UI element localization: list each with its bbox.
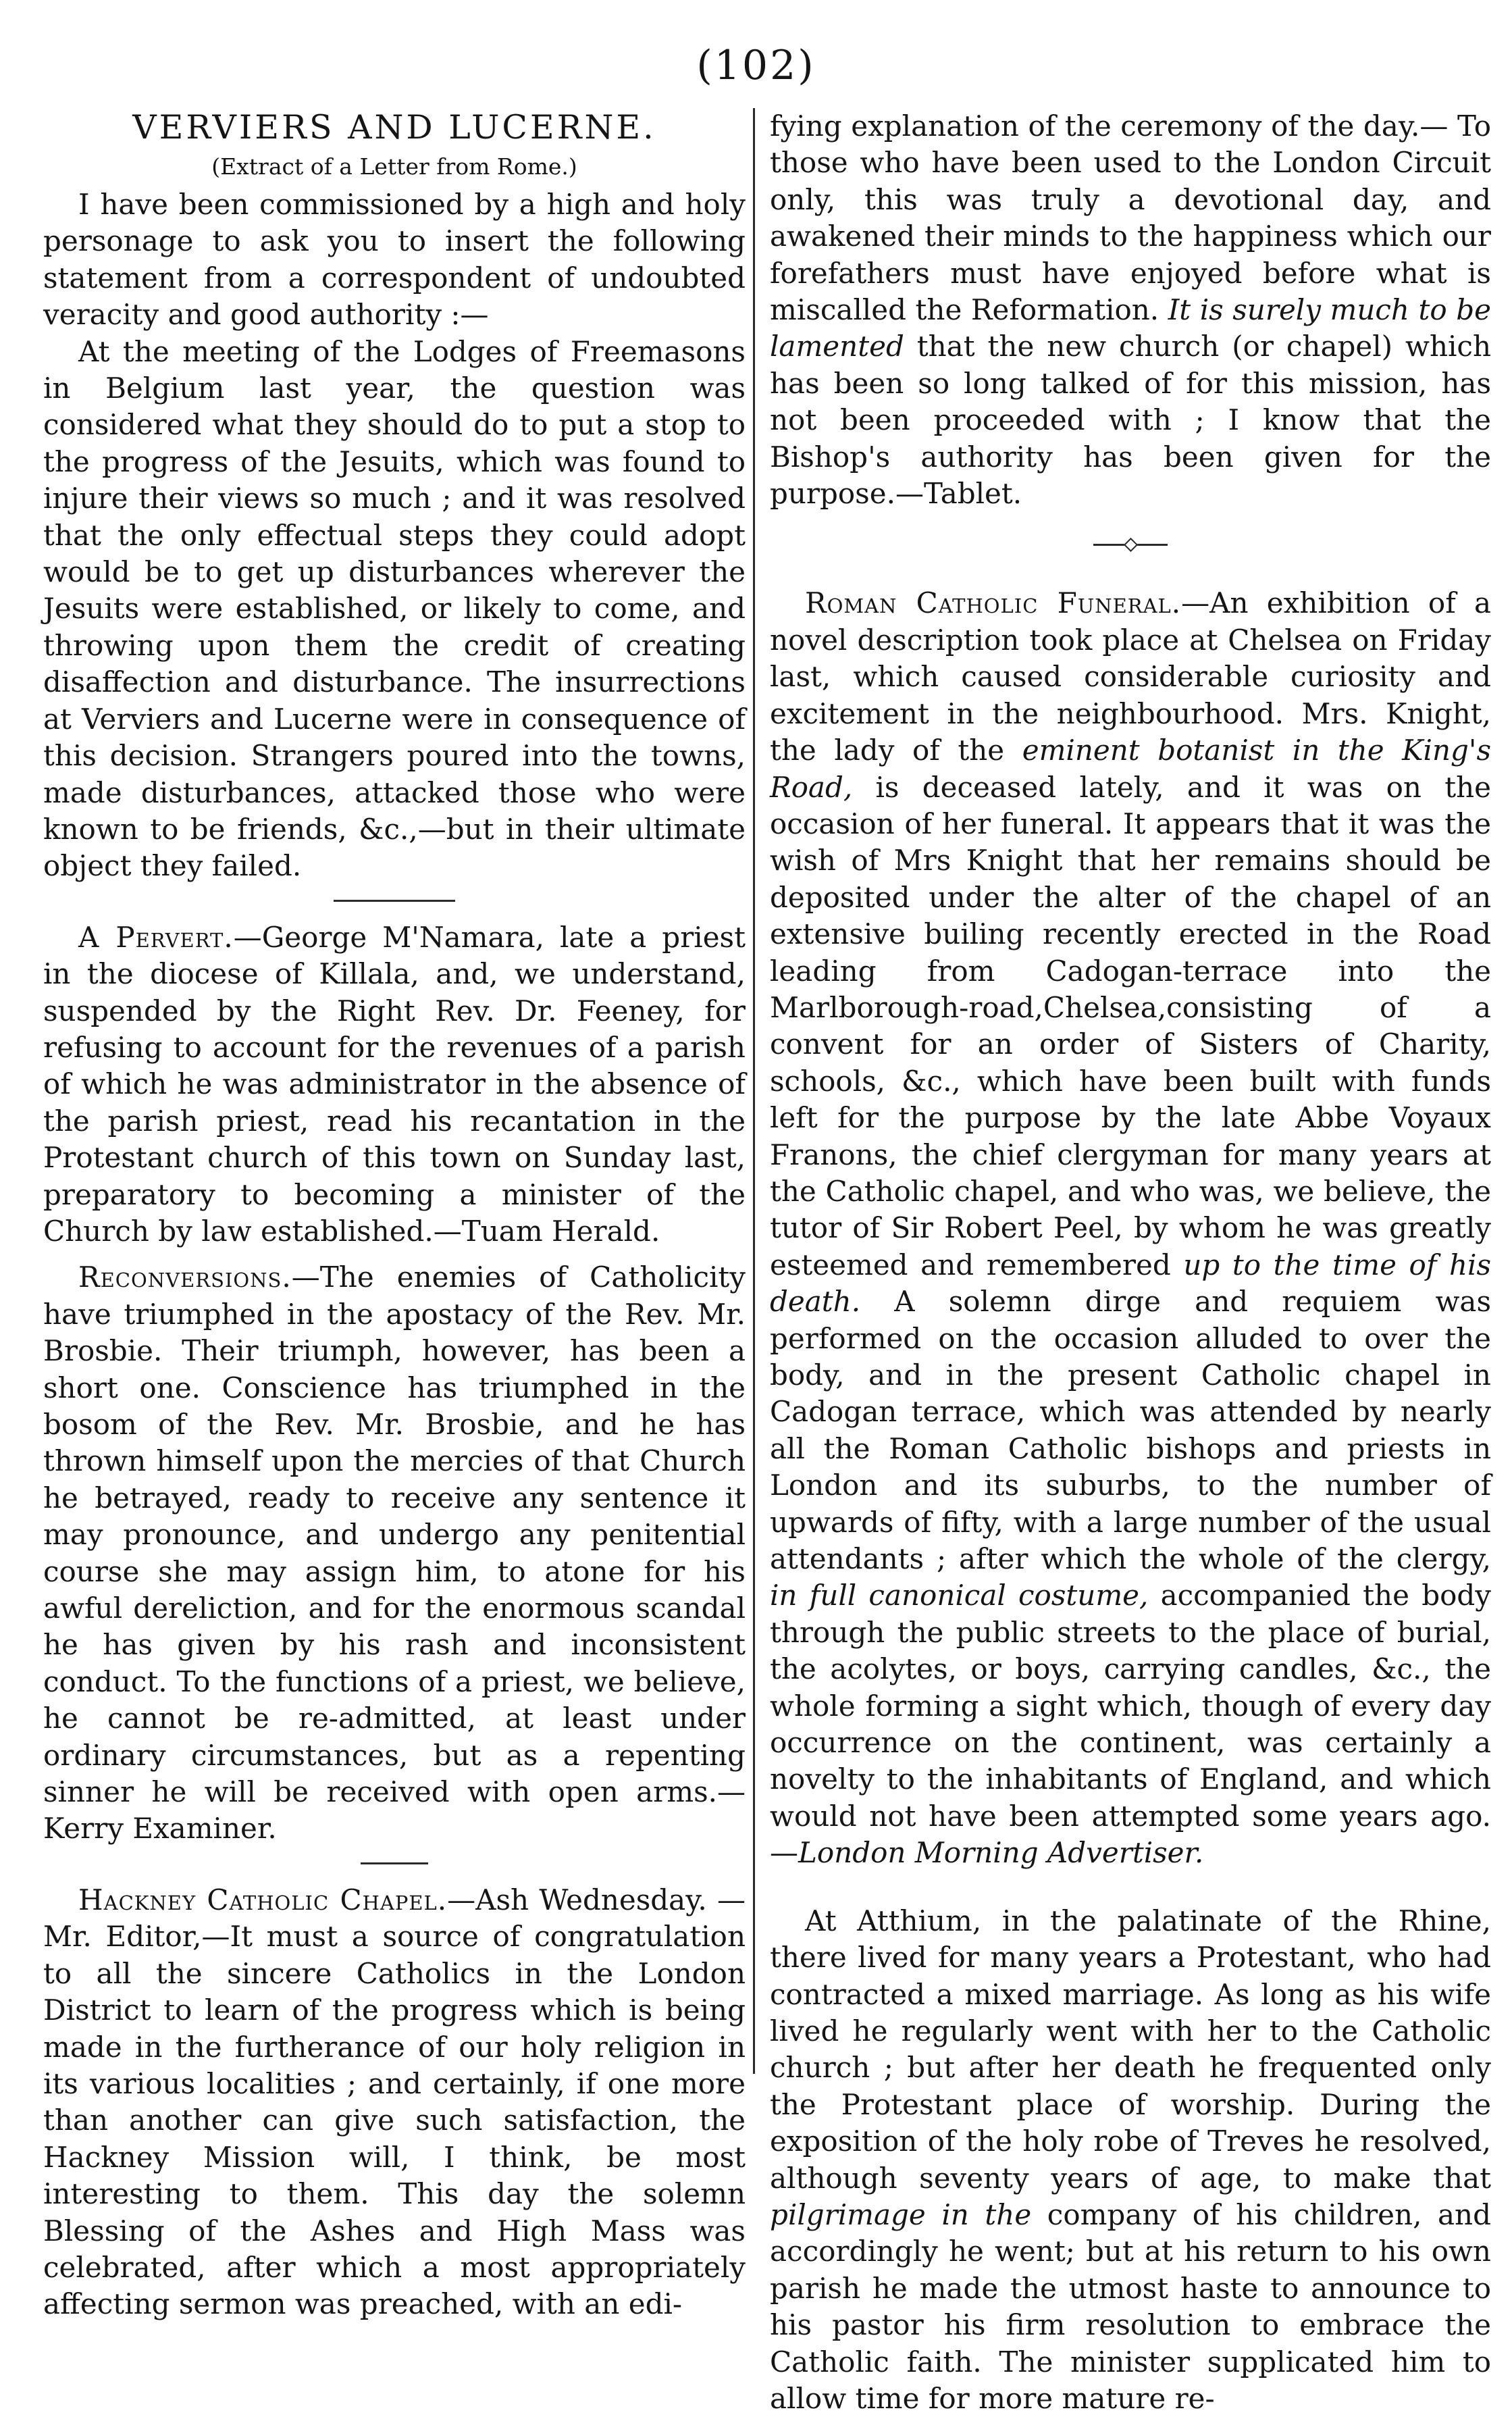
article-heading-funeral: Roman Catholic Funeral. [805,586,1182,620]
article-body: —Ash Wednesday. —Mr. Editor,—It must a source of congratulation to all the sincere Catholics in the London District to learn of the progress which is being made in the furtherance of our holy religion in its various localities ; and certainly, if one more than another can give such satisfaction, the Hackney Mission will, I think, be most interesting to them. This day the solemn Blessing of the Ashes and High Mass was celebrated, after which a most appropriately affecting sermon was preached, with an edi- [43,1883,746,2321]
article-title-verviers: VERVIERS AND LUCERNE. [132,108,656,147]
article-reconversions [43,1259,746,1848]
article-body: —George M'Namara, late a priest in the diocese of Killala, and, we understand, suspended by the Right Rev. Dr. Feeney, for refusing to account for the revenues of a parish of which he was administrator in the absence of the parish priest, read his recantation in the Protestant church of this town on Sunday last, preparatory to becoming a minister of the Church by law established.—Tuam Herald. [43,920,746,1248]
article-heading-hackney: Hackney Catholic Chapel. [78,1883,448,1916]
article-emphasis: up to the time of his death. [770,1248,1491,1319]
article-hackney-continued [770,108,1491,512]
article-funeral [770,585,1491,1871]
article-body: —An exhibition of a novel description took place at Chelsea on Friday last, which caused considerable curiosity and excitement in the neighbourhood. Mrs. Knight, the lady of the [770,586,1491,767]
article-body: accompanied the body through the public streets to the place of burial, the acolytes, or boys, carrying candles, &c., the whole forming a sight which, though of every day occurrence on the continent, was certainly a novelty to the inhabitants of England, and which would not have been attempted some years ago.— [770,1579,1491,1870]
article-body: company of his children, and accordingly he went; but at his return to his own parish he made the utmost haste to announce to his pastor his firm resolution to embrace the Catholic faith. The minister supplicated him to allow time for more mature re- [770,2197,1491,2415]
article-heading-reconversions: Reconversions. [78,1261,292,1294]
article-body: A solemn dirge and requiem was performed on the occasion alluded to over the body, and in the present Catholic chapel in Cadogan terrace, which was attended by nearly all the Roman Catholic bishops and priests in London and its suburbs, to the number of upwards of fifty, with a large number of the usual attendants ; after which the whole of the clergy, [770,1285,1491,1576]
article-dateline: (Extract of a Letter from Rome.) [211,153,577,180]
article-pervert [43,919,746,1250]
article-paragraph: I have been commissioned by a high and holy personage to ask you to insert the following statement from a correspondent of undoubted veracity and good authority :— [43,188,746,332]
article-atthium [770,1903,1491,2417]
section-rule [361,1862,428,1864]
article-body: fying explanation of the ceremony of the day.— To those who have been used to the London Circuit only, this was truly a devotional day, and awakened their minds to the happiness which our forefathers must have enjoyed before what is miscalled the Reformation. [770,109,1491,327]
article-emphasis: eminent botanist in the King's Road, [770,734,1492,804]
article-source: London Morning Advertiser. [798,1836,1204,1870]
ornament-divider [1093,538,1168,551]
page-number: (102) [696,42,816,89]
article-emphasis: pilgrimage in the [770,2197,1032,2231]
article-emphasis: in full canonical costume, [770,1579,1149,1612]
left-column [43,108,746,2323]
article-body: —The enemies of Catholicity have triumphed in the apostacy of the Rev. Mr. Brosbie. Their triumph, however, has been a short one. Conscience has triumphed in the bosom of the Rev. Mr. Brosbie, and he has thrown himself upon the mercies of that Church he betrayed, ready to receive any sentence it may pronounce, and undergo any penitential course she may assign him, to atone for his awful dereliction, and for the enormous scandal he has given by his rash and inconsistent conduct. To the functions of a priest, we believe, he cannot be re-admitted, at least under ordinary circumstances, but as a repenting sinner he will be received with open arms.—Kerry Examiner. [43,1261,746,1846]
column-divider [753,108,755,2074]
section-rule [334,900,455,902]
article-paragraph: At the meeting of the Lodges of Freemasons in Belgium last year, the question was considered what they should do to put a stop to the progress of the Jesuits, which was found to injure their views so much ; and it was resolved that the only effectual steps they could adopt would be to get up disturbances wherever the Jesuits were established, or likely to come, and throwing upon them the credit of creating disaffection and disturbance. The insurrections at Verviers and Lucerne were in consequence of this decision. Strangers poured into the towns, made disturbances, attacked those who were known to be friends, &c.,—but in their ultimate object they failed. [43,334,746,883]
article-body: is deceased lately, and it was on the occasion of her funeral. It appears that it was the wish of Mrs Knight that her remains should be deposited under the alter of the chapel of an extensive builing recently erected in the Road leading from Cadogan-terrace into the Marlborough-road,Chelsea,consisting of a convent for an order of Sisters of Charity, schools, &c., which have been built with funds left for the purpose by the late Abbe Voyaux Franons, the chief clergyman for many years at the Catholic chapel, and who was, we believe, the tutor of Sir Robert Peel, by whom he was greatly esteemed and remembered [770,770,1491,1281]
right-column [770,108,1491,2417]
article-body: that the new church (or chapel) which has been so long talked of for this mission, has not been proceeded with ; I know that the Bishop's authority has been given for the purpose.—Tablet. [770,330,1491,511]
article-body: At Atthium, in the palatinate of the Rhine, there lived for many years a Protestant, who had contracted a mixed marriage. As long as his wife lived he regularly went with her to the Catholic church ; but after her death he frequented only the Protestant place of worship. During the exposition of the holy robe of Treves he resolved, although seventy years of age, to make that [770,1904,1491,2195]
article-heading-pervert: A Pervert. [78,920,234,954]
article-hackney [43,1882,746,2323]
article-emphasis: It is surely much to be lamented [770,293,1491,363]
